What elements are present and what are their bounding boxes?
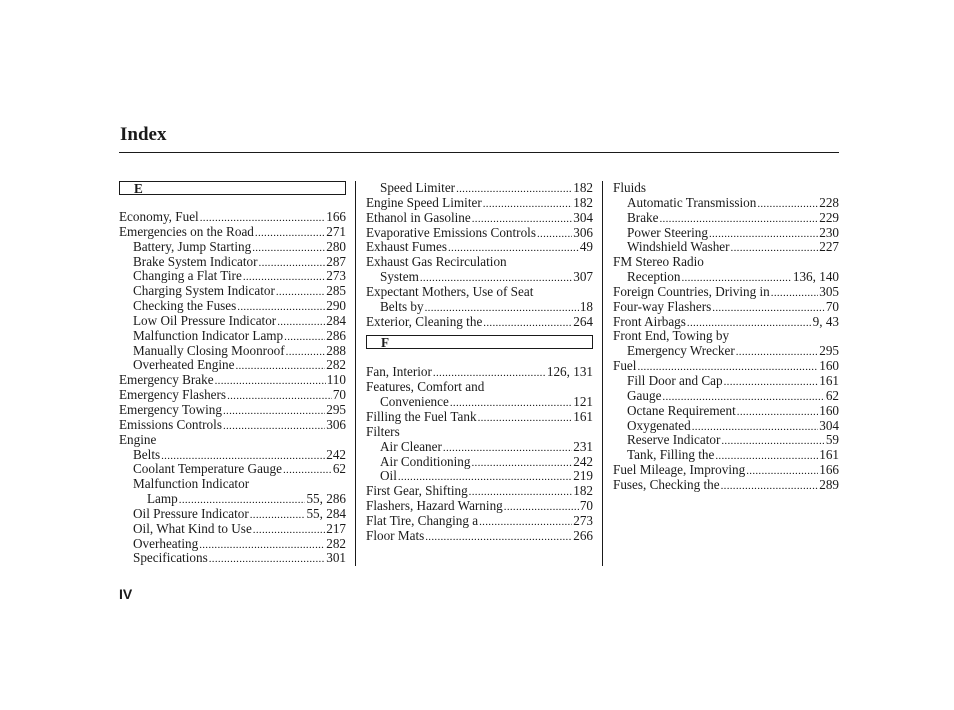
entry-label: Expectant Mothers, Use of Seat: [366, 283, 534, 299]
index-entry: [613, 329, 839, 344]
entry-label: Windshield Washer: [627, 239, 730, 255]
dot-leader: [253, 523, 325, 538]
index-entry: [119, 225, 346, 240]
index-entry: [366, 484, 593, 499]
index-subentry: [119, 299, 346, 314]
entry-page-number: 282: [326, 535, 346, 551]
index-subentry: [119, 492, 346, 507]
index-entry: [119, 403, 346, 418]
dot-leader: [721, 479, 819, 494]
entry-page-number: 284: [326, 312, 346, 328]
dot-leader: [737, 405, 818, 420]
index-subentry: [366, 300, 593, 315]
index-subentry: [119, 448, 346, 463]
entry-label: Ethanol in Gasoline: [366, 209, 471, 225]
entry-page-number: 136, 140: [792, 269, 839, 285]
index-entry: [366, 529, 593, 544]
entry-page-number: 161: [573, 408, 593, 424]
entry-page-number: 295: [326, 401, 346, 417]
entry-label: Engine Speed Limiter: [366, 194, 482, 210]
dot-leader: [757, 197, 818, 212]
dot-leader: [209, 552, 326, 567]
index-entry: [613, 478, 839, 493]
index-subentry: [613, 226, 839, 241]
index-entry: [366, 499, 593, 514]
section-letter-heading: F: [366, 335, 593, 349]
entry-label: Filters: [366, 423, 400, 439]
entry-label: Evaporative Emissions Controls: [366, 224, 536, 240]
entry-page-number: 286: [326, 327, 346, 343]
entry-label: Convenience: [380, 394, 449, 410]
entry-page-number: 231: [573, 438, 593, 454]
entry-page-number: 70: [332, 387, 346, 403]
dot-leader: [255, 226, 325, 241]
index-entry: [613, 181, 839, 196]
entry-label: Front Airbags: [613, 313, 686, 329]
entry-page-number: 166: [326, 209, 346, 224]
index-entry: [119, 210, 346, 225]
entry-page-number: 62: [825, 387, 839, 403]
index-entry: [366, 240, 593, 255]
entry-label: Exterior, Cleaning the: [366, 313, 483, 329]
entry-page-number: 280: [326, 238, 346, 254]
dot-leader: [223, 419, 325, 434]
entry-label: Reserve Indicator: [627, 432, 721, 448]
entry-label: Oil, What Kind to Use: [133, 520, 252, 536]
entry-page-number: 288: [326, 342, 346, 358]
index-subentry: [119, 269, 346, 284]
entry-label: Flat Tire, Changing a: [366, 512, 479, 528]
dot-leader: [227, 389, 332, 404]
index-subentry: [119, 462, 346, 477]
entry-page-number: 219: [573, 468, 593, 484]
entry-page-number: 160: [819, 358, 839, 374]
index-subentry: [366, 270, 593, 285]
index-subentry: [119, 507, 346, 522]
entry-page-number: 49: [579, 239, 593, 255]
entry-label: Malfunction Indicator Lamp: [133, 327, 284, 343]
index-entry: [119, 433, 346, 448]
dot-leader: [425, 530, 572, 545]
entry-page-number: 228: [819, 194, 839, 210]
entry-page-number: 126, 131: [546, 364, 593, 380]
entry-label: Exhaust Fumes: [366, 239, 447, 255]
entry-page-number: 242: [326, 446, 346, 462]
index-entry: [613, 315, 839, 330]
index-entry: [366, 226, 593, 241]
index-entry: [366, 425, 593, 440]
entry-label: Air Conditioning: [380, 453, 471, 469]
entry-label: Checking the Fuses: [133, 298, 237, 314]
dot-leader: [736, 345, 818, 360]
index-entry: [119, 418, 346, 433]
index-subentry: [119, 314, 346, 329]
title-divider: [119, 152, 839, 153]
entry-page-number: 307: [573, 269, 593, 285]
entry-page-number: 161: [819, 447, 839, 463]
entry-label: Manually Closing Moonroof: [133, 342, 285, 358]
entry-page-number: 230: [819, 224, 839, 240]
entry-page-number: 217: [326, 520, 346, 536]
dot-leader: [277, 315, 325, 330]
entry-page-number: 266: [573, 527, 593, 543]
index-subentry: [119, 344, 346, 359]
entry-label: Low Oil Pressure Indicator: [133, 312, 277, 328]
entry-label: Tank, Filling the: [627, 447, 715, 463]
entry-label: Emergency Wrecker: [627, 343, 735, 359]
dot-leader: [731, 241, 819, 256]
entry-label: Emergency Brake: [119, 372, 214, 388]
entry-label: Fan, Interior: [366, 364, 432, 380]
entry-label: Fill Door and Cap: [627, 372, 723, 388]
index-subentry: [119, 240, 346, 255]
index-subentry: [366, 395, 593, 410]
index-entry: [613, 300, 839, 315]
entry-label: Overheating: [133, 535, 199, 551]
entry-label: Emergency Flashers: [119, 387, 227, 403]
entry-label: Fuel: [613, 358, 637, 374]
index-entry: [366, 410, 593, 425]
entry-page-number: 273: [326, 268, 346, 284]
entry-page-number: 229: [819, 209, 839, 225]
index-subentry: [613, 448, 839, 463]
entry-label: Floor Mats: [366, 527, 425, 543]
entry-label: Air Cleaner: [380, 438, 442, 454]
index-subentry: [366, 181, 593, 196]
index-subentry: [119, 522, 346, 537]
page-title: Index: [120, 124, 167, 145]
index-entry: [366, 255, 593, 270]
entry-label: Exhaust Gas Recirculation: [366, 254, 507, 270]
entry-page-number: 295: [819, 343, 839, 359]
dot-leader: [504, 500, 579, 515]
column-divider-2: [602, 181, 603, 566]
entry-label: Economy, Fuel: [119, 209, 199, 224]
entry-label: Oil Pressure Indicator: [133, 505, 249, 521]
index-entry: [366, 285, 593, 300]
dot-leader: [252, 241, 325, 256]
entry-page-number: 70: [825, 298, 839, 314]
entry-label: Specifications: [133, 550, 208, 566]
entry-page-number: 306: [326, 416, 346, 432]
index-entry: [119, 388, 346, 403]
dot-leader: [235, 359, 325, 374]
entry-page-number: 9, 43: [812, 313, 839, 329]
index-subentry: [613, 270, 839, 285]
entry-page-number: 160: [819, 402, 839, 418]
index-subentry: [119, 358, 346, 373]
entry-page-number: 304: [819, 417, 839, 433]
entry-label: Front End, Towing by: [613, 328, 730, 344]
entry-label: Flashers, Hazard Warning: [366, 498, 503, 514]
column-divider-1: [355, 181, 356, 566]
entry-label: Brake System Indicator: [133, 253, 258, 269]
page-number: IV: [119, 586, 133, 602]
entry-label: Fuel Mileage, Improving: [613, 462, 746, 478]
entry-label: Battery, Jump Starting: [133, 238, 252, 254]
index-subentry: [613, 389, 839, 404]
entry-label: Octane Requirement: [627, 402, 736, 418]
dot-leader: [286, 345, 326, 360]
dot-leader: [283, 463, 332, 478]
index-entry: [366, 196, 593, 211]
index-subentry: [119, 551, 346, 566]
entry-page-number: 264: [573, 313, 593, 329]
entry-page-number: 227: [819, 239, 839, 255]
dot-leader: [259, 256, 326, 271]
index-entry: [613, 463, 839, 478]
section-letter-heading: E: [119, 181, 346, 195]
dot-leader: [223, 404, 325, 419]
index-subentry: [613, 374, 839, 389]
entry-label: Belts by: [380, 298, 424, 314]
index-subentry: [613, 433, 839, 448]
dot-leader: [483, 316, 572, 331]
index-entry: [366, 365, 593, 380]
entry-label: System: [380, 269, 419, 285]
entry-page-number: 271: [326, 223, 346, 239]
index-entry: [119, 373, 346, 388]
index-subentry: [119, 537, 346, 552]
dot-leader: [199, 538, 325, 553]
entry-label: Malfunction Indicator: [133, 476, 250, 492]
index-column-1: [119, 181, 346, 566]
entry-page-number: 287: [326, 253, 346, 269]
index-subentry: [613, 211, 839, 226]
dot-leader: [276, 285, 325, 300]
index-entry: [613, 255, 839, 270]
index-subentry: [613, 196, 839, 211]
index-column-2: [366, 181, 593, 544]
entry-label: Coolant Temperature Gauge: [133, 461, 282, 477]
index-subentry: [613, 404, 839, 419]
dot-leader: [483, 197, 572, 212]
index-subentry: [366, 455, 593, 470]
dot-leader: [215, 374, 326, 389]
index-subentry: [613, 344, 839, 359]
index-entry: [366, 211, 593, 226]
entry-label: Reception: [627, 269, 681, 285]
dot-leader: [724, 375, 819, 390]
entry-page-number: 282: [326, 357, 346, 373]
dot-leader: [721, 434, 824, 449]
index-subentry: [366, 440, 593, 455]
entry-label: Oil: [380, 468, 397, 484]
entry-label: Changing a Flat Tire: [133, 268, 242, 284]
dot-leader: [746, 464, 818, 479]
entry-page-number: 273: [573, 512, 593, 528]
index-entry: [366, 380, 593, 395]
entry-page-number: 121: [573, 394, 593, 410]
entry-page-number: 285: [326, 283, 346, 299]
entry-page-number: 304: [573, 209, 593, 225]
entry-page-number: 305: [819, 283, 839, 299]
dot-leader: [771, 286, 818, 301]
entry-page-number: 62: [332, 461, 346, 477]
entry-page-number: 55, 286: [306, 491, 346, 507]
entry-page-number: 182: [573, 180, 593, 195]
index-subentry: [119, 329, 346, 344]
entry-label: Fuses, Checking the: [613, 476, 720, 492]
entry-label: Foreign Countries, Driving in: [613, 283, 770, 299]
entry-label: Lamp: [147, 491, 178, 507]
entry-page-number: 55, 284: [306, 505, 346, 521]
entry-label: Fluids: [613, 180, 646, 195]
entry-page-number: 301: [326, 550, 346, 566]
entry-page-number: 182: [573, 483, 593, 499]
entry-label: Gauge: [627, 387, 662, 403]
index-subentry: [119, 284, 346, 299]
dot-leader: [471, 456, 572, 471]
entry-page-number: 161: [819, 372, 839, 388]
index-entry: [613, 285, 839, 300]
entry-label: Oxygenated: [627, 417, 691, 433]
index-subentry: [613, 419, 839, 434]
dot-leader: [250, 508, 306, 523]
entry-label: Automatic Transmission: [627, 194, 757, 210]
entry-label: Belts: [133, 446, 161, 462]
entry-label: First Gear, Shifting: [366, 483, 468, 499]
entry-page-number: 182: [573, 194, 593, 210]
dot-leader: [478, 411, 573, 426]
entry-label: Emergency Towing: [119, 401, 222, 417]
entry-label: Speed Limiter: [380, 180, 456, 195]
index-entry: [366, 315, 593, 330]
entry-page-number: 59: [825, 432, 839, 448]
index-entry: [613, 359, 839, 374]
entry-page-number: 289: [819, 476, 839, 492]
entry-label: Four-way Flashers: [613, 298, 712, 314]
entry-label: Emissions Controls: [119, 416, 222, 432]
dot-leader: [284, 330, 325, 345]
dot-leader: [537, 227, 572, 242]
entry-page-number: 290: [326, 298, 346, 314]
entry-page-number: 110: [326, 372, 346, 388]
entry-page-number: 18: [579, 298, 593, 314]
entry-page-number: 306: [573, 224, 593, 240]
entry-label: Charging System Indicator: [133, 283, 275, 299]
entry-page-number: 166: [819, 462, 839, 478]
entry-label: Power Steering: [627, 224, 708, 240]
entry-page-number: 242: [573, 453, 593, 469]
entry-label: Engine: [119, 431, 157, 447]
entry-label: Brake: [627, 209, 659, 225]
entry-label: Features, Comfort and: [366, 379, 485, 395]
index-subentry: [613, 240, 839, 255]
index-subentry: [366, 469, 593, 484]
dot-leader: [712, 301, 825, 316]
entry-label: Filling the Fuel Tank: [366, 408, 477, 424]
entry-label: FM Stereo Radio: [613, 254, 704, 270]
entry-label: Overheated Engine: [133, 357, 235, 373]
index-entry: [366, 514, 593, 529]
index-column-3: [613, 181, 839, 493]
entry-page-number: 70: [579, 498, 593, 514]
index-subentry: [119, 255, 346, 270]
index-subentry: [119, 477, 346, 492]
entry-label: Emergencies on the Road: [119, 223, 254, 239]
dot-leader: [479, 515, 572, 530]
